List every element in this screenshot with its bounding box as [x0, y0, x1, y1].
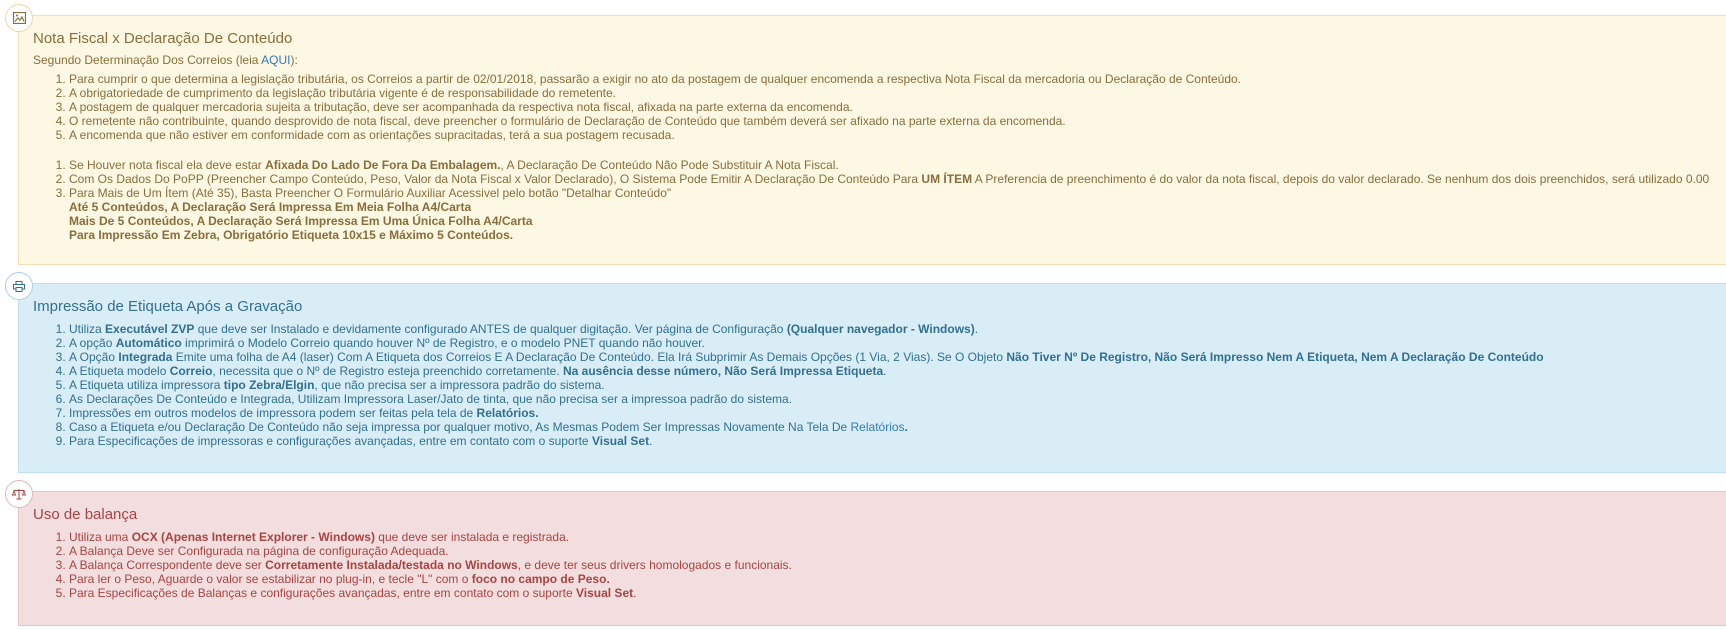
- list-item: [69, 434, 1544, 448]
- text-part: Caso a Etiqueta e/ou Declaração De Conteúdo não seja impressa por qualquer motivo, As Mesmas Podem Ser Impressas Novamente Na Tela De: [69, 420, 851, 434]
- text-part: Visual Set: [575, 586, 634, 600]
- text-part: foco no campo de Peso.: [471, 572, 610, 586]
- text-part: Utiliza: [69, 322, 106, 336]
- text-part: A opção: [69, 336, 116, 350]
- text-part: .: [633, 586, 637, 600]
- text-part: .: [974, 322, 979, 336]
- scale-icon: [5, 480, 33, 508]
- text-part: Afixada Do Lado De Fora Da Embalagem.: [265, 158, 501, 172]
- text-part: Para ler o Peso, Aguarde o valor se estabilizar no plug-in, e tecle "L" com o: [69, 572, 472, 586]
- text-part: Executável ZVP: [105, 322, 195, 336]
- list-item: 2. A obrigatoriedade de cumprimento da legislação tributária vigente é de responsabilidade do remetente.: [69, 86, 1241, 100]
- sub-note: Para Impressão Em Zebra, Obrigatório Etiqueta 10x15 e Máximo 5 Conteúdos.: [69, 228, 514, 242]
- list-item: 5. A encomenda que não estiver em conformidade com as orientações supracitadas, terá a sua postagem recusada.: [69, 128, 1241, 142]
- list-item: [69, 530, 792, 544]
- list-item: [69, 378, 1544, 392]
- relatorios-link[interactable]: Relatórios: [850, 420, 905, 434]
- text-part: A Balança Correspondente deve ser: [69, 558, 266, 572]
- list-item: [69, 586, 792, 600]
- list-item: [69, 420, 1544, 434]
- text-part: Com Os Dados Do PoPP (Preencher Campo Conteúdo, Peso, Valor da Nota Fiscal x Valor Declarado), O Sistema Pode Emitir A Declaração De Conteúdo Para: [69, 172, 922, 186]
- text-part: Utiliza uma: [69, 530, 132, 544]
- aqui-link[interactable]: AQUI: [261, 53, 291, 67]
- list-item: [69, 158, 1709, 172]
- text-part: Corretamente Instalada/testada no Windows: [265, 558, 518, 572]
- list-item: 1. Para cumprir o que determina a legislação tributária, os Correios a partir de 02/01/2018, passarão a exigir no ato da postagem de qualquer encomenda a respectiva Nota Fiscal da mercadoria ou Declaração de Conteúdo.: [69, 72, 1241, 86]
- text-part: Correio: [169, 364, 213, 378]
- list-item: 6. As Declarações De Conteúdo e Integrada, Utilizam Impressora Laser/Jato de tinta, que não precisa ser a impressoa padrão do sistema.: [69, 392, 1544, 406]
- text-part: , e deve ter seus drivers homologados e funcionais.: [517, 558, 792, 572]
- list-item: 3. A postagem de qualquer mercadoria sujeita a tributação, deve ser acompanhada da respectiva nota fiscal, afixada na parte externa da encomenda.: [69, 100, 1241, 114]
- balanca-panel: [18, 491, 1726, 626]
- nota-fiscal-title: Nota Fiscal x Declaração De Conteúdo: [33, 30, 293, 47]
- text-part: Visual Set: [591, 434, 650, 448]
- list-item: [69, 172, 1709, 186]
- impressao-panel: [18, 283, 1726, 473]
- text-part: .: [649, 434, 653, 448]
- text-part: Integrada: [118, 350, 173, 364]
- text-part: OCX (Apenas Internet Explorer - Windows): [131, 530, 375, 544]
- text-part: UM ÍTEM: [921, 172, 973, 186]
- intro-end: ):: [290, 53, 298, 67]
- text-part: imprimirá o Modelo Correio quando houver Nº de Registro, e o modelo PNET quando não houver.: [181, 336, 705, 350]
- text-part: Automático: [115, 336, 182, 350]
- text-part: A Opção: [69, 350, 119, 364]
- text-part: Impressões em outros modelos de impressora podem ser feitas pela tela de: [69, 406, 477, 420]
- printer-icon: [5, 272, 33, 300]
- system-rules-list: [19, 158, 1709, 242]
- text-part: A Preferencia de preenchimento é do valor da nota fiscal, depois do valor declarado. Se nenhum dos dois preenchidos, será utilizado 0.00: [972, 172, 1710, 186]
- text-part: .: [883, 364, 887, 378]
- text-part: Relatórios.: [476, 406, 539, 420]
- text-part: Emite uma folha de A4 (laser) Com A Etiqueta dos Correios E A Declaração De Conteúdo. Ela Irá Subprimir As Demais Opções (1 Via, 2 Vias). Se O Objeto: [172, 350, 1007, 364]
- list-item: [69, 186, 1709, 242]
- text-part: tipo Zebra/Elgin: [223, 378, 315, 392]
- list-item: [69, 336, 1544, 350]
- text-part: que deve ser Instalado e devidamente configurado ANTES de qualquer digitação. Ver página de Configuração: [194, 322, 787, 336]
- sub-note: Até 5 Conteúdos, A Declaração Será Impressa Em Meia Folha A4/Carta: [69, 200, 472, 214]
- list-item: [69, 350, 1544, 364]
- text-part: , necessita que o Nº de Registro esteja preenchido corretamente.: [212, 364, 563, 378]
- impressao-list: [19, 322, 1544, 448]
- impressao-title: Impressão de Etiqueta Após a Gravação: [33, 298, 303, 315]
- text-part: Na ausência desse número, Não Será Impressa Etiqueta: [563, 364, 884, 378]
- text-part: Para Especificações de impressoras e configurações avançadas, entre em contato com o suporte: [69, 434, 592, 448]
- text-part: Para Mais de Um Ítem (Até 35), Basta Preencher O Formulário Auxiliar Acessivel pelo botão "Detalhar Conteúdo": [69, 186, 672, 200]
- text-part: (Qualquer navegador - Windows): [786, 322, 975, 336]
- balanca-list: [19, 530, 792, 600]
- nota-fiscal-intro: [33, 53, 298, 67]
- balanca-title: Uso de balança: [33, 506, 138, 523]
- list-item: [69, 572, 792, 586]
- text-part: que deve ser instalada e registrada.: [374, 530, 570, 544]
- text-part: .: [904, 420, 908, 434]
- text-part: , A Declaração De Conteúdo Não Pode Substituir A Nota Fiscal.: [500, 158, 839, 172]
- text-part: Para Especificações de Balanças e configurações avançadas, entre em contato com o suporte: [69, 586, 576, 600]
- sub-note: Mais De 5 Conteúdos, A Declaração Será Impressa Em Uma Única Folha A4/Carta: [69, 214, 533, 228]
- text-part: , que não precisa ser a impressora padrão do sistema.: [314, 378, 605, 392]
- list-item: [69, 406, 1544, 420]
- text-part: A Etiqueta modelo: [69, 364, 170, 378]
- list-item: 2. A Balança Deve ser Configurada na página de configuração Adequada.: [69, 544, 792, 558]
- text-part: Não Tiver Nº De Registro, Não Será Impresso Nem A Etiqueta, Nem A Declaração De Conteúdo: [1006, 350, 1544, 364]
- list-item: [69, 558, 792, 572]
- image-icon: [5, 4, 33, 32]
- correios-rules-list: [19, 72, 1241, 142]
- nota-fiscal-panel: [18, 15, 1726, 265]
- list-item: 4. O remetente não contribuinte, quando desprovido de nota fiscal, deve preencher o formulário de Declaração de Conteúdo que também deverá ser afixado na parte externa da encomenda.: [69, 114, 1241, 128]
- list-item: [69, 364, 1544, 378]
- intro-text: Segundo Determinação Dos Correios (leia: [33, 53, 262, 67]
- text-part: Se Houver nota fiscal ela deve estar: [69, 158, 266, 172]
- list-item: [69, 322, 1544, 336]
- text-part: A Etiqueta utiliza impressora: [69, 378, 224, 392]
